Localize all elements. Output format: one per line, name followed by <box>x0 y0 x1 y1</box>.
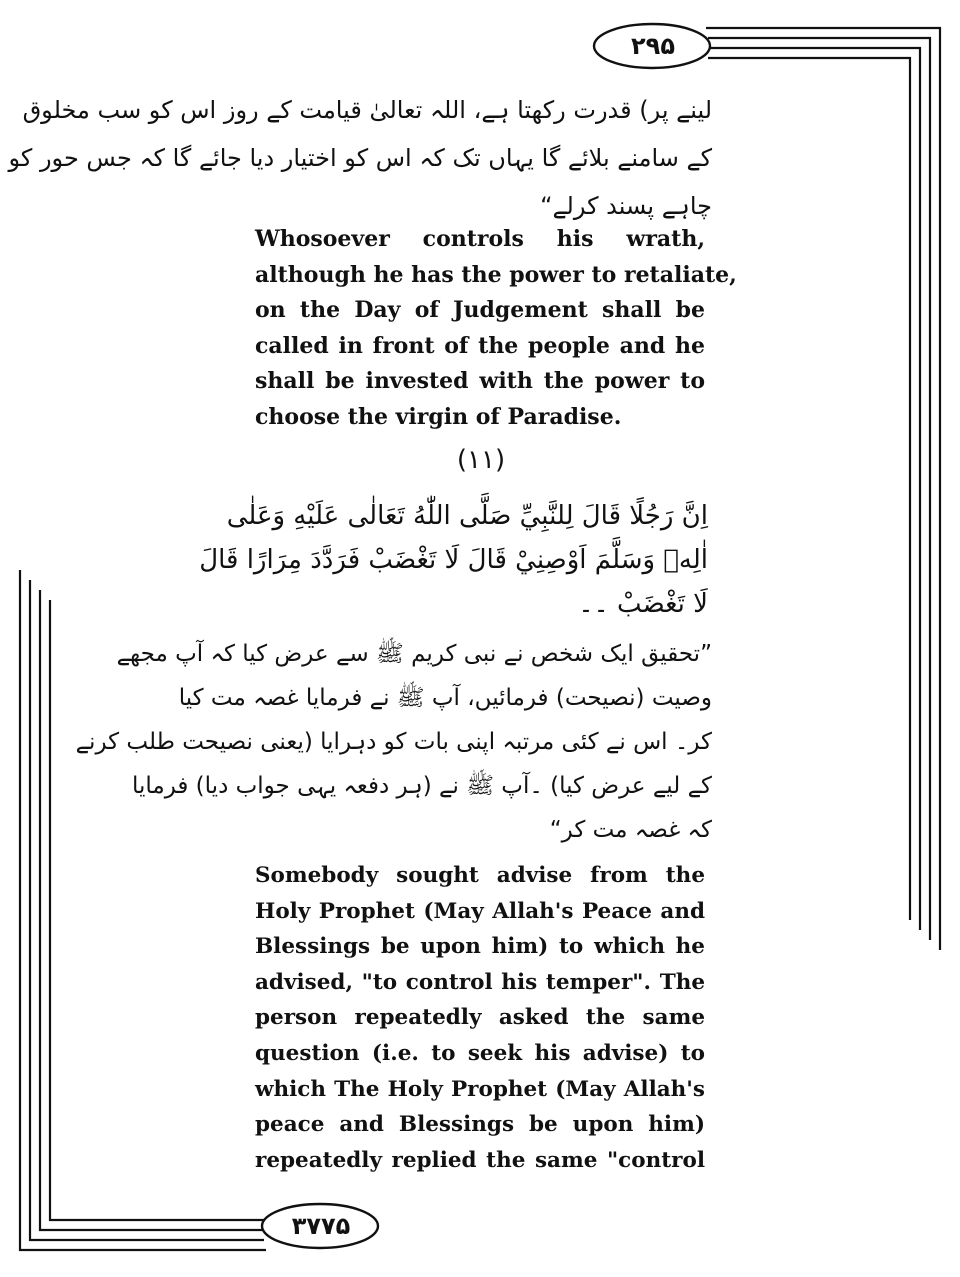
english-line: Whosoever controls his wrath, <box>255 226 705 252</box>
hadith-number: (۱۱) <box>456 445 506 475</box>
urdu-line: ”تحقیق ایک شخص نے نبی کریم ﷺ سے عرض کیا کہ آپ مجھے <box>116 641 712 667</box>
english-line: although he has the power to retaliate, <box>255 261 737 288</box>
urdu-paragraph-1 <box>8 86 712 230</box>
english-paragraph-2 <box>255 858 705 1178</box>
english-line: question (i.e. to seek his advise) to <box>255 1040 705 1066</box>
arabic-line: اٰلِهٖ وَسَلَّمَ اَوْصِنِيْ قَالَ لَا تَغْضَبْ فَرَدَّدَ مِرَارًا قَالَ <box>199 545 708 575</box>
urdu-line: کہ غصہ مت کر“ <box>549 817 712 843</box>
english-line: peace and Blessings be upon him) <box>255 1112 705 1138</box>
english-line: shall be invested with the power to <box>255 368 705 394</box>
english-line: repeatedly replied the same "control <box>255 1147 705 1173</box>
urdu-line: وصیت (نصیحت) فرمائیں، آپ ﷺ نے فرمایا غصہ مت کیا <box>178 685 712 711</box>
english-line: person repeatedly asked the same <box>255 1005 705 1031</box>
english-line: Blessings be upon him) to which he <box>255 934 705 960</box>
english-line: which The Holy Prophet (May Allah's <box>255 1076 705 1102</box>
urdu-line: لینے پر) قدرت رکھتا ہے، اللہ تعالیٰ قیامت کے روز اس کو سب مخلوق <box>22 96 712 124</box>
english-line: Somebody sought advise from the <box>255 863 705 888</box>
english-line: on the Day of Judgement shall be <box>255 297 705 323</box>
urdu-line: کر۔ اس نے کئی مرتبہ اپنی بات کو دہرایا (یعنی نصیحت طلب کرنے <box>75 729 712 755</box>
arabic-hadith-text <box>199 494 708 626</box>
top-page-number: ۲۹۵ <box>631 32 675 60</box>
bottom-page-number: ۳۷۷۵ <box>291 1212 351 1240</box>
english-line: called in front of the people and he <box>255 332 705 359</box>
urdu-paragraph-2 <box>75 632 712 852</box>
arabic-line: لَا تَغْضَبْ ۔۔ <box>578 589 708 619</box>
english-line: Holy Prophet (May Allah's Peace and <box>255 898 705 924</box>
urdu-line: کے سامنے بلائے گا یہاں تک کہ اس کو اختیار دیا جائے گا کہ جس حور کو <box>8 144 712 172</box>
english-line: advised, "to control his temper". The <box>255 969 705 995</box>
urdu-line: چاہے پسند کرلے“ <box>540 192 712 220</box>
english-line: choose the virgin of Paradise. <box>255 403 622 430</box>
english-paragraph-1 <box>255 222 737 435</box>
urdu-line: کے لیے عرض کیا) ۔آپ ﷺ نے (ہر دفعہ یہی جواب دیا) فرمایا <box>131 773 712 799</box>
arabic-line: اِنَّ رَجُلًا قَالَ لِلنَّبِيِّ صَلَّى اللّٰهُ تَعَالٰى عَلَيْهِ وَعَلٰى <box>226 501 708 531</box>
